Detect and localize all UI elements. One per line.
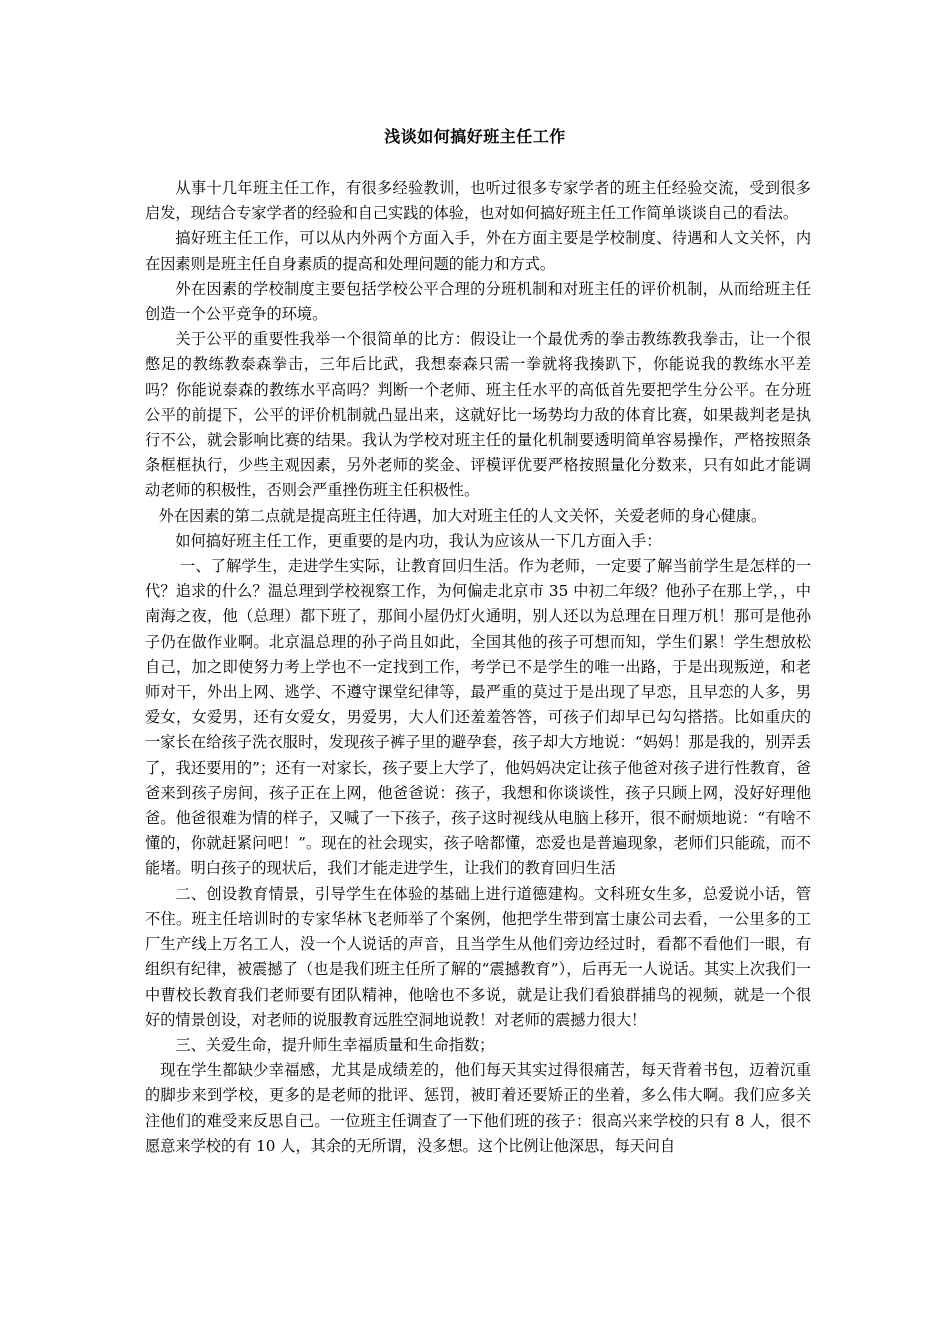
paragraph-point-one: 一、了解学生，走进学生实际，让教育回归生活。作为老师，一定要了解当前学生是怎样的一代？追求的什么？温总理到学校视察工作，为何偏走北京市 35 中初二年级？他孙子在那上学，，中南海之夜，他（总理）都下班了，那间小屋仍灯火通明，别人还以为总理在日理万机！那可是他孙子仍在做作业啊。北京温总理的孙子尚且如此，全国其他的孩子可想而知，学生们累！学生想放松自己，加之即使努力考上学也不一定找到工作，考学已不是学生的唯一出路，于是出现叛逆，和老师对干，外出上网、逃学、不遵守课堂纪律等，最严重的莫过于是出现了早恋，且早恋的人多，男爱女，女爱男，还有女爱女，男爱男，大人们还羞羞答答，可孩子们却早已勾勾搭搭。比如重庆的一家长在给孩子洗衣服时，发现孩子裤子里的避孕套，孩子却大方地说：“妈妈！那是我的，别弄丢了，我还要用的”；还有一对家长，孩子要上大学了，他妈妈决定让孩子他爸对孩子进行性教育，爸爸来到孩子房间，孩子正在上网，他爸爸说：孩子，我想和你谈谈性，孩子只顾上网，没好好理他爸。他爸很难为情的样子，又喊了一下孩子，孩子这时视线从电脑上移开，很不耐烦地说：“有啥不懂的，你就赶紧问吧！”。现在的社会现实，孩子啥都懂，恋爱也是普遍现象，老师们只能疏，而不能堵。明白孩子的现状后，我们才能走进学生，让我们的教育回归生活: [145, 557, 811, 878]
paragraph-external-system: 外在因素的学校制度主要包括学校公平合理的分班机制和对班主任的评价机制，从而给班主任创造一个公平竞争的环境。: [145, 279, 811, 324]
paragraph-internal-intro: 如何搞好班主任工作，更重要的是内功，我认为应该从一下几方面入手：: [175, 531, 662, 550]
paragraph-fairness-example: 关于公平的重要性我举一个很简单的比方：假设让一个最优秀的拳击教练教我拳击，让一个很憋足的教练教泰森拳击，三年后比武，我想泰森只需一拳就将我揍趴下，你能说我的教练水平差吗？你能说泰森的教练水平高吗？判断一个老师、班主任水平的高低首先要把学生分公平。在分班公平的前提下，公平的评价机制就凸显出来，这就好比一场势均力敌的体育比赛，如果裁判老是执行不公，就会影响比赛的结果。我认为学校对班主任的量化机制要透明简单容易操作，严格按照条条框框执行，少些主观因素，另外老师的奖金、评模评优要严格按照量化分数来，只有如此才能调动老师的积极性，否则会严重挫伤班主任积极性。: [145, 330, 811, 500]
paragraph-overview: 搞好班主任工作，可以从内外两个方面入手，外在方面主要是学校制度、待遇和人文关怀，内在因素则是班主任自身素质的提高和处理问题的能力和方式。: [145, 229, 811, 273]
paragraph-external-treatment: 外在因素的第二点就是提高班主任待遇，加大对班主任的人文关怀，关爱老师的身心健康。: [158, 506, 767, 525]
paragraph-point-three-heading: 三、关爱生命，提升师生幸福质量和生命指数；: [175, 1035, 495, 1054]
document-body: [145, 176, 811, 1159]
paragraph-point-three-body: 现在学生都缺少幸福感，尤其是成绩差的，他们每天其实过得很痛苦，每天背着书包，迈着沉重的脚步来到学校，更多的是老师的批评、惩罚，被盯着还要矫正的坐着，多么伟大啊。我们应多关注他们的难受来反思自己。一位班主任调查了一下他们班的孩子：很高兴来学校的只有 8 人，很不愿意来学校的有 10 人，其余的无所谓，没多想。这个比例让他深思，每天问自: [145, 1061, 811, 1155]
paragraph-intro: 从事十几年班主任工作，有很多经验教训，也听过很多专家学者的班主任经验交流，受到很多启发，现结合专家学者的经验和自己实践的体验，也对如何搞好班主任工作简单谈谈自己的看法。: [145, 179, 811, 223]
document-title: 浅谈如何搞好班主任工作: [384, 127, 566, 146]
paragraph-point-two: 二、创设教育情景，引导学生在体验的基础上进行道德建构。文科班女生多，总爱说小话，管不住。班主任培训时的专家华林飞老师举了个案例，他把学生带到富士康公司去看，一公里多的工厂生产线上万名工人，没一个人说话的声音，且当学生从他们旁边经过时，看都不看他们一眼，有组织有纪律，被震撼了（也是我们班主任所了解的“震撼教育”），后再无一人说话。其实上次我们一中曹校长教育我们老师要有团队精神，他啥也不多说，就是让我们看狼群捕鸟的视频，就是一个很好的情景创设，对老师的说服教育远胜空洞地说教！对老师的震撼力很大！: [145, 884, 811, 1029]
